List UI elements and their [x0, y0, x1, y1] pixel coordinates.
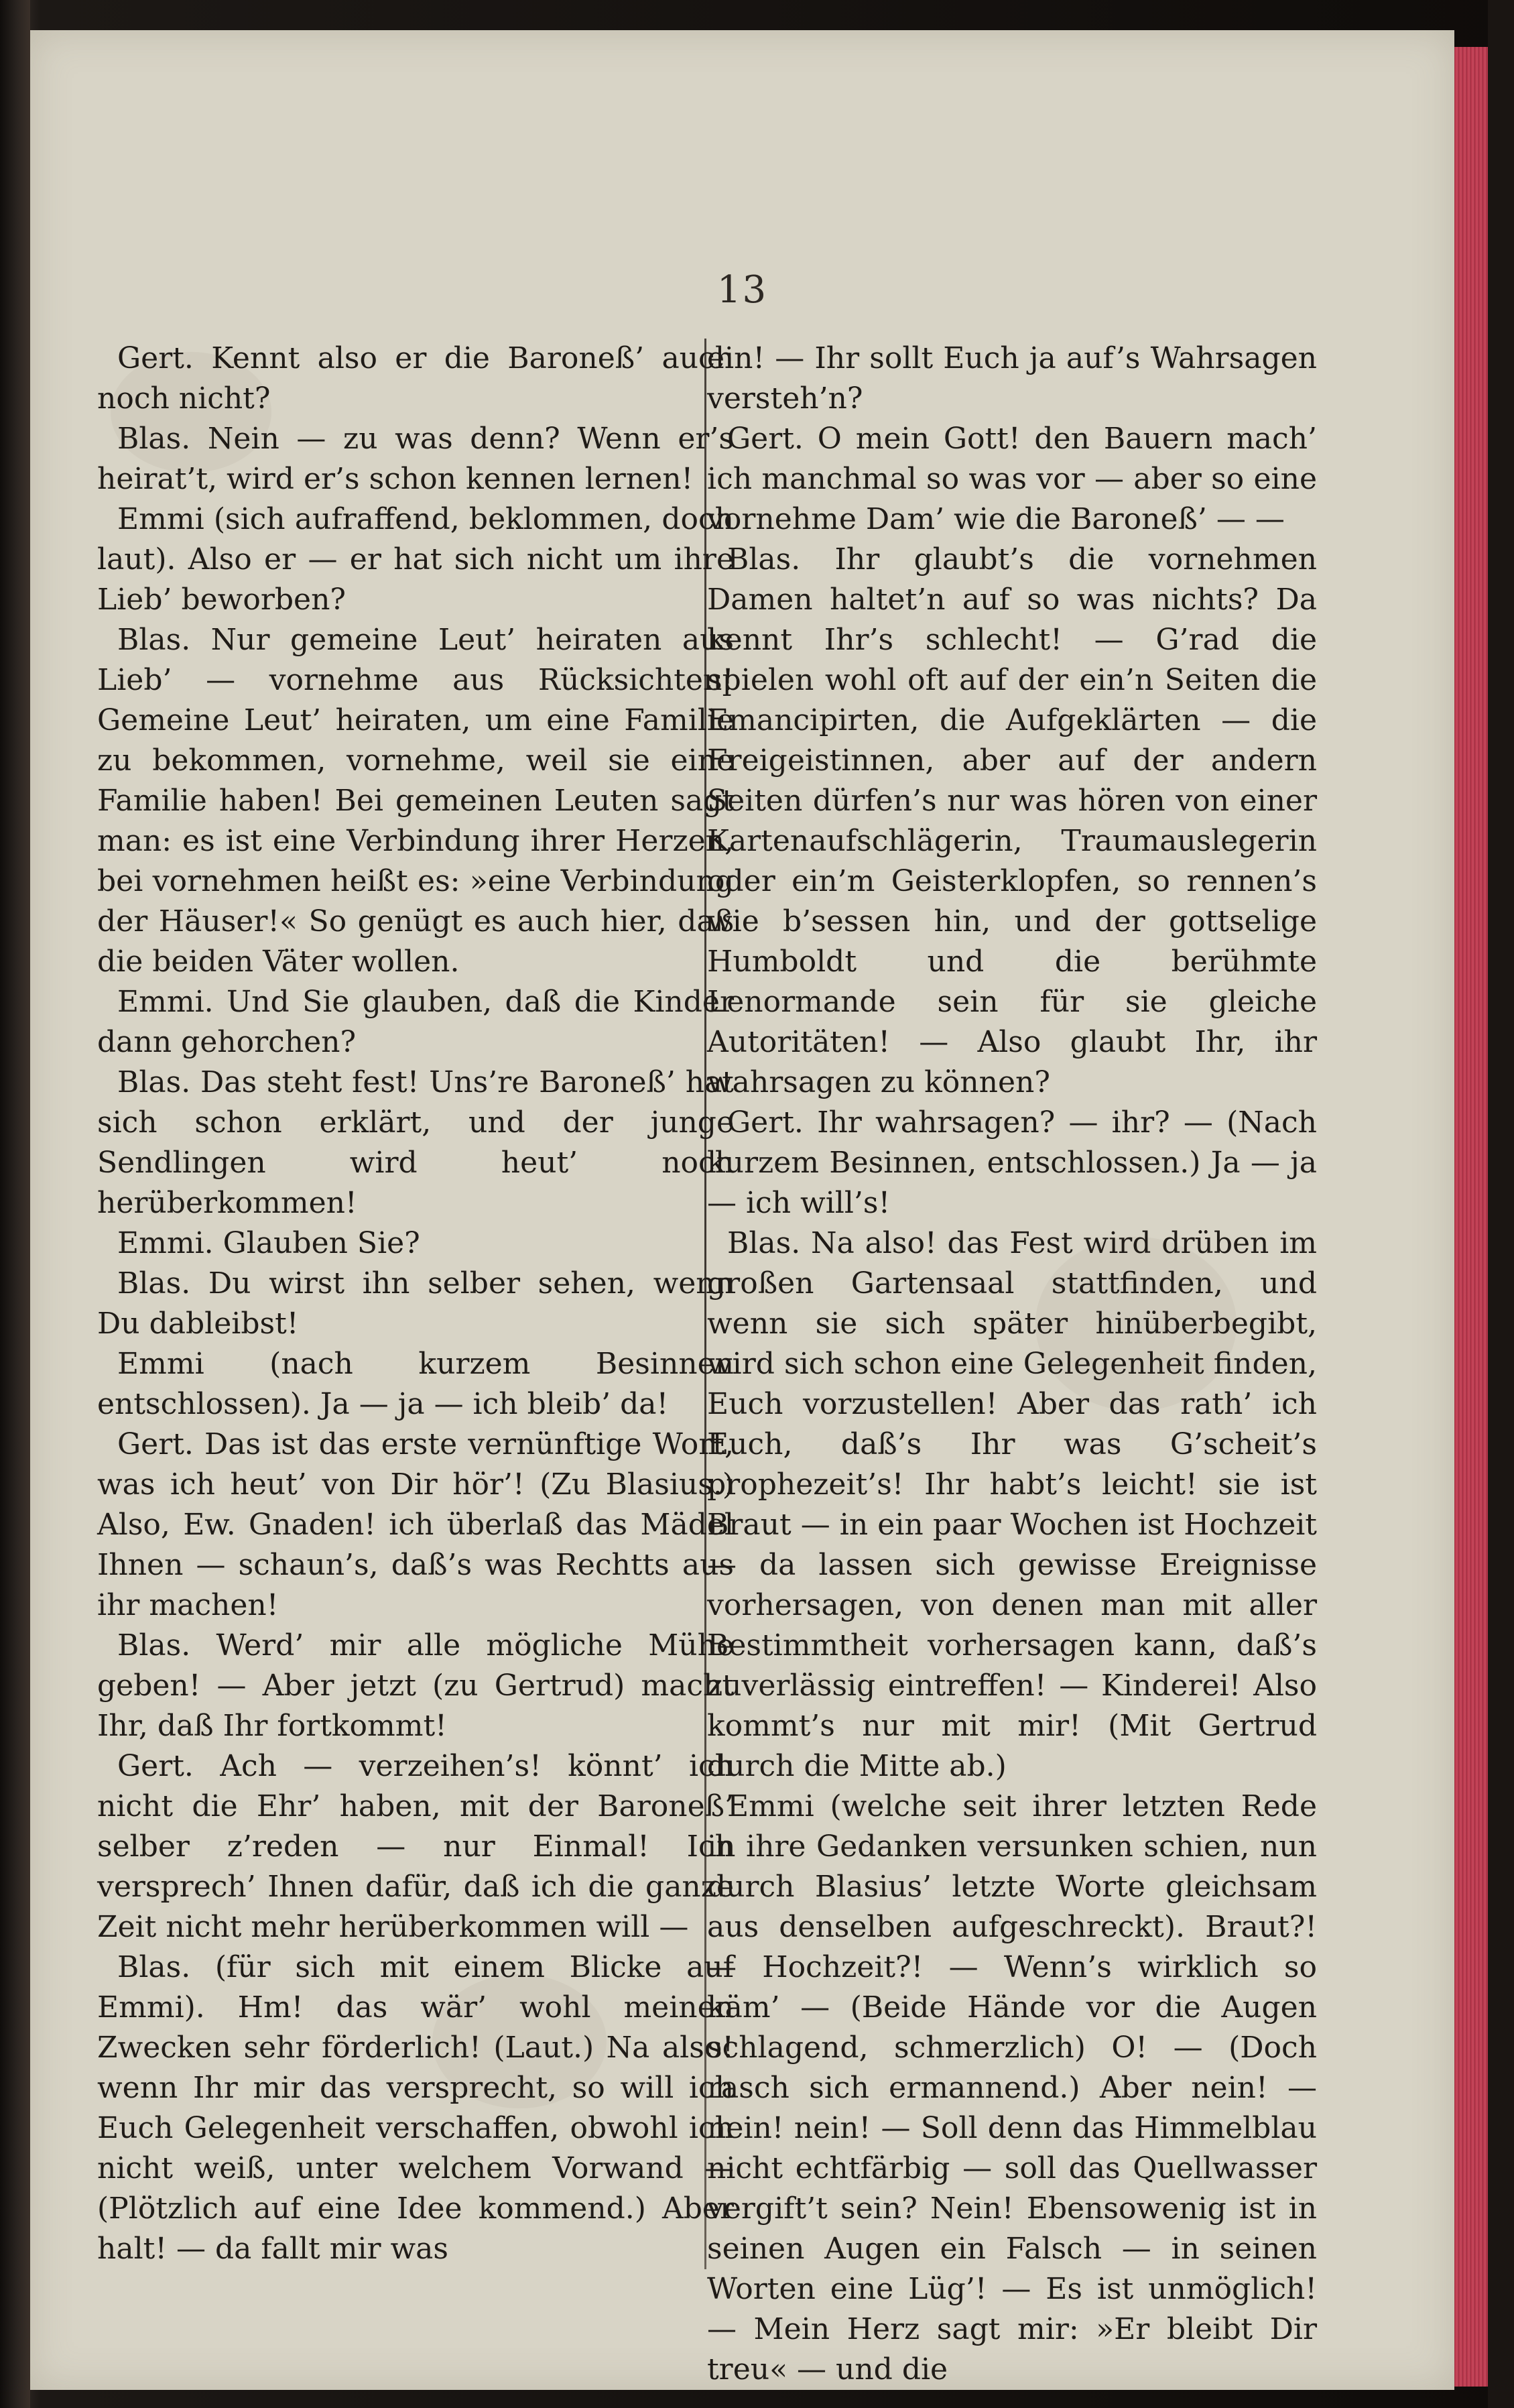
book-page: [30, 30, 1454, 2390]
dialogue-paragraph: Blas. Nur gemeine Leut’ heiraten aus Lieb’ — vornehme aus Rücksichten! Gemeine Leut’ heiraten, um eine Familie zu bekommen, vornehme, weil sie eine Familie haben! Bei gemeinen Leuten sagt man: es ist eine Verbindung ihrer Herzen, bei vornehmen heißt es: »eine Verbindung der Häuser!« So genügt es auch hier, daß die beiden Väter wollen.: [97, 623, 734, 979]
dialogue-paragraph: Blas. Das steht fest! Uns’re Baroneß’ hat sich schon erklärt, und der junge Sendlingen wird heut’ noch herüberkommen!: [97, 1065, 734, 1220]
dialogue-paragraph: Gert. O mein Gott! den Bauern mach’ ich manchmal so was vor — aber so eine vornehme Dam’ wie die Baroneß’ — —: [707, 422, 1317, 536]
dialogue-paragraph: Gert. Ihr wahrsagen? — ihr? — (Nach kurzem Besinnen, entschlossen.) Ja — ja — ich will’s!: [707, 1105, 1317, 1220]
page-number: 13: [716, 268, 768, 312]
right-text-column: [707, 339, 1317, 2390]
dialogue-paragraph: Blas. (für sich mit einem Blicke auf Emmi). Hm! das wär’ wohl meinen Zwecken sehr förderlich! (Laut.) Na also! wenn Ihr mir das versprecht, so will ich Euch Gelegenheit verschaffen, obwohl ich nicht weiß, unter welchem Vorwand — (Plötzlich auf eine Idee kommend.) Aber halt! — da fallt mir was: [97, 1950, 734, 2266]
dialogue-paragraph: Gert. Das ist das erste vernünftige Wort, was ich heut’ von Dir hör’! (Zu Blasius.) Also, Ew. Gnaden! ich überlaß das Mädel Ihnen — schaun’s, daß’s was Rechtts aus ihr machen!: [97, 1427, 734, 1622]
dialogue-paragraph: Blas. Na also! das Fest wird drüben im großen Gartensaal stattfinden, und wenn sie sich später hinüberbegibt, wird sich schon eine Gelegenheit finden, Euch vorzustellen! Aber das rath’ ich Euch, daß’s Ihr was G’scheit’s prophezeit’s! Ihr habt’s leicht! sie ist Braut — in ein paar Wochen ist Hochzeit — da lassen sich gewisse Ereignisse vorhersagen, von denen man mit aller Bestimmtheit vorhersagen kann, daß’s zuverlässig eintreffen! — Kinderei! Also kommt’s nur mit mir! (Mit Gertrud durch die Mitte ab.): [707, 1226, 1317, 1783]
right-binding-edge: [1488, 0, 1514, 2408]
dialogue-paragraph: Blas. Ihr glaubt’s die vornehmen Damen haltet’n auf so was nichts? Da kennt Ihr’s schlecht! — G’rad die spielen wohl oft auf der ein’n Seiten die Emancipirten, die Aufgeklärten — die Freigeistinnen, aber auf der andern Seiten dürfen’s nur was hören von einer Kartenaufschlägerin, Traumauslegerin oder ein’m Geisterklopfen, so rennen’s wie b’sessen hin, und der gottselige Humboldt und die berühmte Lenormande sein für sie gleiche Autoritäten! — Also glaubt Ihr, ihr wahrsagen zu können?: [707, 542, 1317, 1099]
dialogue-paragraph: Emmi (sich aufraffend, beklommen, doch laut). Also er — er hat sich nicht um ihre Lieb’ beworben?: [97, 502, 734, 617]
dialogue-paragraph: Blas. Nein — zu was denn? Wenn er’s heirat’t, wird er’s schon kennen lernen!: [97, 422, 734, 496]
book-cover-edge: [0, 0, 30, 2408]
dialogue-paragraph: Emmi (nach kurzem Besinnen entschlossen). Ja — ja — ich bleib’ da!: [97, 1347, 734, 1421]
left-text-column: [97, 339, 734, 2269]
dialogue-paragraph: ein! — Ihr sollt Euch ja auf’s Wahrsagen versteh’n?: [707, 341, 1317, 416]
dialogue-paragraph: Emmi. Und Sie glauben, daß die Kinder dann gehorchen?: [97, 985, 734, 1059]
dialogue-paragraph: Emmi (welche seit ihrer letzten Rede in ihre Gedanken versunken schien, nun durch Blasius’ letzte Worte gleichsam aus denselben aufgeschreckt). Braut?! — Hochzeit?! — Wenn’s wirklich so käm’ — (Beide Hände vor die Augen schlagend, schmerzlich) O! — (Doch rasch sich ermannend.) Aber nein! — nein! nein! — Soll denn das Himmelblau nicht echtfärbig — soll das Quellwasser vergift’t sein? Nein! Ebensowenig ist in seinen Augen ein Falsch — in seinen Worten eine Lüg’! — Es ist unmöglich! — Mein Herz sagt mir: »Er bleibt Dir treu« — und die: [707, 1789, 1317, 2387]
red-page-edges: [1451, 47, 1488, 2387]
dialogue-paragraph: Emmi. Glauben Sie?: [117, 1226, 420, 1260]
dialogue-paragraph: Blas. Du wirst ihn selber sehen, wenn Du dableibst!: [97, 1266, 734, 1341]
dialogue-paragraph: Blas. Werd’ mir alle mögliche Mühe geben! — Aber jetzt (zu Gertrud) macht Ihr, daß Ihr fortkommt!: [97, 1628, 734, 1743]
dialogue-paragraph: Gert. Kennt also er die Baroneß’ auch noch nicht?: [97, 341, 734, 416]
dialogue-paragraph: Gert. Ach — verzeihen’s! könnt’ ich nicht die Ehr’ haben, mit der Baroneß’ selber z’reden — nur Einmal! Ich versprech’ Ihnen dafür, daß ich die ganze Zeit nicht mehr herüberkommen will —: [97, 1749, 734, 1944]
